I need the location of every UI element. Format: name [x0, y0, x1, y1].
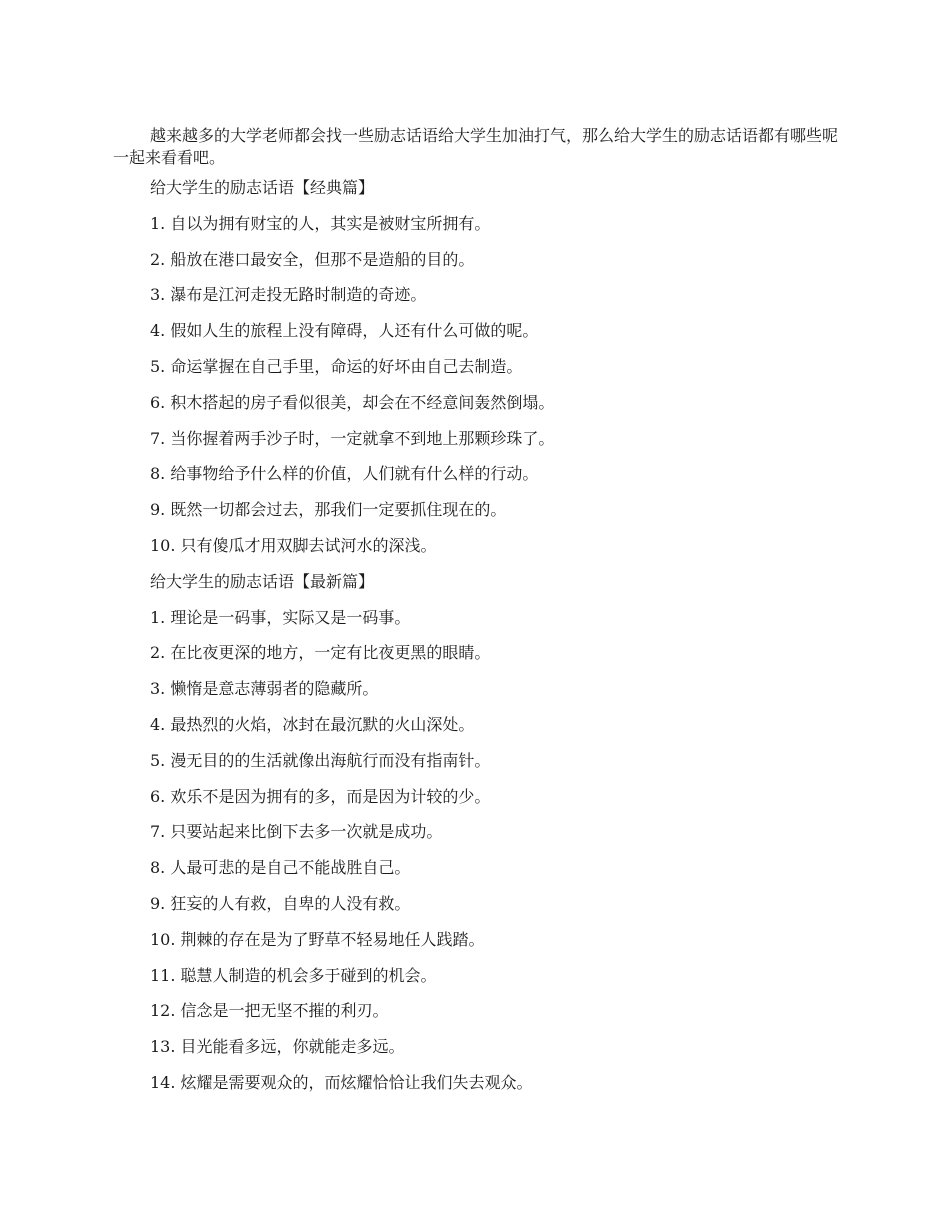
section-heading: 给大学生的励志话语【经典篇】 — [150, 178, 375, 197]
list-item: 2. 船放在港口最安全，但那不是造船的目的。 — [150, 249, 475, 269]
list-item: 6. 欢乐不是因为拥有的多，而是因为计较的少。 — [150, 786, 491, 806]
list-item: 4. 最热烈的火焰，冰封在最沉默的火山深处。 — [150, 714, 475, 734]
list-item: 14. 炫耀是需要观众的，而炫耀恰恰让我们失去观众。 — [150, 1072, 533, 1092]
list-item: 8. 给事物给予什么样的价值，人们就有什么样的行动。 — [150, 464, 539, 484]
list-item: 1. 自以为拥有财宝的人，其实是被财宝所拥有。 — [150, 213, 491, 233]
section-heading: 给大学生的励志话语【最新篇】 — [150, 571, 375, 591]
list-item: 10. 荆棘的存在是为了野草不轻易地任人践踏。 — [150, 929, 485, 949]
document-body — [113, 125, 843, 1101]
section-classic — [113, 170, 843, 564]
list-item: 12. 信念是一把无坚不摧的利刃。 — [150, 1001, 389, 1021]
list-item: 4. 假如人生的旅程上没有障碍，人还有什么可做的呢。 — [150, 321, 539, 341]
list-item: 9. 既然一切都会过去，那我们一定要抓住现在的。 — [150, 500, 507, 520]
list-item: 2. 在比夜更深的地方，一定有比夜更黑的眼睛。 — [150, 643, 491, 663]
list-item: 1. 理论是一码事，实际又是一码事。 — [150, 607, 411, 627]
list-item: 11. 聪慧人制造的机会多于碰到的机会。 — [150, 965, 437, 985]
list-item: 13. 目光能看多远，你就能走多远。 — [150, 1037, 405, 1057]
list-item: 3. 瀑布是江河走投无路时制造的奇迹。 — [150, 285, 427, 305]
list-item: 10. 只有傻瓜才用双脚去试河水的深浅。 — [150, 535, 437, 555]
list-item: 8. 人最可悲的是自己不能战胜自己。 — [150, 858, 411, 878]
list-item: 6. 积木搭起的房子看似很美，却会在不经意间轰然倒塌。 — [150, 392, 555, 412]
intro-paragraph: 越来越多的大学老师都会找一些励志话语给大学生加油打气，那么给大学生的励志话语都有哪些呢一起来看看吧。 — [113, 126, 839, 167]
list-item: 3. 懒惰是意志薄弱者的隐藏所。 — [150, 679, 379, 699]
section-latest — [113, 564, 843, 1101]
list-item: 7. 当你握着两手沙子时，一定就拿不到地上那颗珍珠了。 — [150, 428, 555, 448]
list-item: 5. 命运掌握在自己手里，命运的好坏由自己去制造。 — [150, 356, 523, 376]
list-item: 9. 狂妄的人有救，自卑的人没有救。 — [150, 893, 411, 913]
list-item: 7. 只要站起来比倒下去多一次就是成功。 — [150, 822, 443, 842]
list-item: 5. 漫无目的的生活就像出海航行而没有指南针。 — [150, 750, 491, 770]
